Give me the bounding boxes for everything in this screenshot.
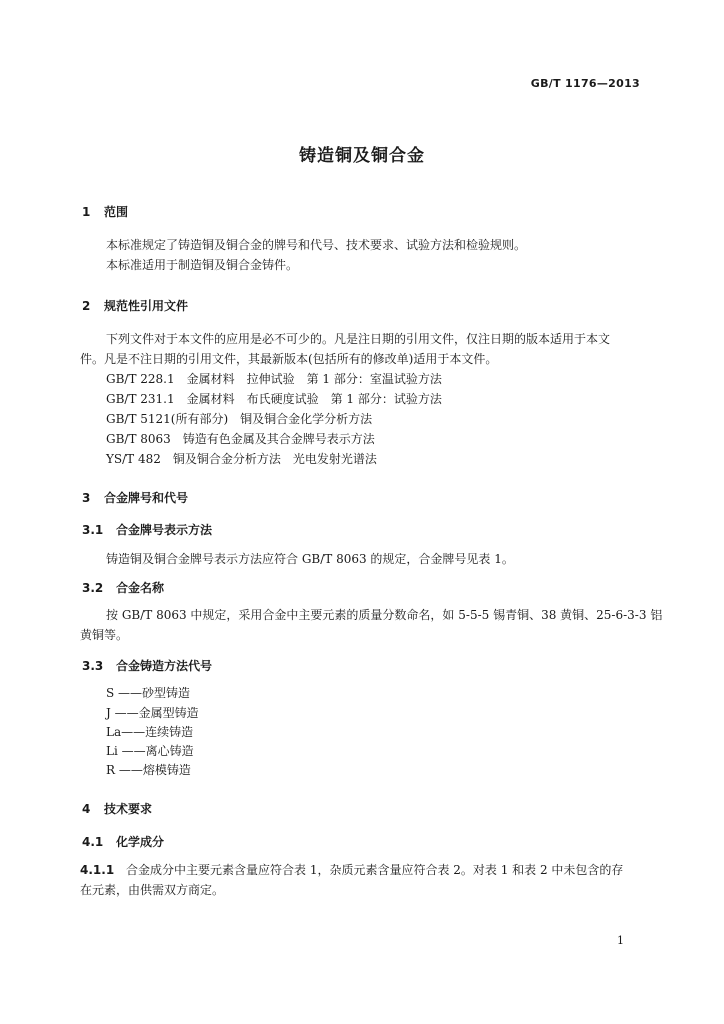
document-title: 铸造铜及铜合金 [299, 146, 425, 166]
page-number: 1 [617, 934, 624, 947]
reference-item: GB/T 228.1 金属材料 拉伸试验 第 1 部分：室温试验方法 [106, 372, 442, 386]
section-heading-3-3: 3.3 合金铸造方法代号 [82, 659, 213, 673]
paragraph-line: 4.1.1 合金成分中主要元素含量应符合表 1，杂质元素含量应符合表 2。对表 1 和表 2 中未包含的存 [80, 860, 640, 880]
casting-method-item: La——连续铸造 [106, 725, 194, 739]
section-heading-3: 3 合金牌号和代号 [82, 491, 189, 505]
paragraph-line: 铸造铜及铜合金牌号表示方法应符合 GB/T 8063 的规定，合金牌号见表 1。 [106, 552, 514, 566]
casting-method-item: S ——砂型铸造 [106, 686, 191, 700]
paragraph-line: 按 GB/T 8063 中规定，采用合金中主要元素的质量分数命名，如 5-5-5 锡青铜、38 黄铜、25-6-3-3 铝 [106, 608, 663, 622]
paragraph-line: 件。凡是不注日期的引用文件，其最新版本(包括所有的修改单)适用于本文件。 [80, 352, 498, 366]
paragraph-line: 下列文件对于本文件的应用是必不可少的。凡是注日期的引用文件，仅注日期的版本适用于本文 [106, 332, 611, 346]
reference-item: GB/T 5121(所有部分) 铜及铜合金化学分析方法 [106, 412, 373, 426]
standard-code: GB/T 1176—2013 [530, 77, 640, 90]
reference-item: GB/T 8063 铸造有色金属及其合金牌号表示方法 [106, 432, 375, 446]
clause-number: 4.1.1 [80, 863, 115, 877]
section-heading-4-1: 4.1 化学成分 [82, 835, 165, 849]
section-heading-3-2: 3.2 合金名称 [82, 581, 165, 595]
casting-method-item: R ——熔模铸造 [106, 763, 191, 777]
section-heading-4: 4 技术要求 [82, 802, 153, 816]
casting-method-item: J ——金属型铸造 [106, 706, 199, 720]
paragraph-line: 本标准规定了铸造铜及铜合金的牌号和代号、技术要求、试验方法和检验规则。 [106, 238, 527, 252]
section-heading-2: 2 规范性引用文件 [82, 299, 189, 313]
paragraph-line: 在元素，由供需双方商定。 [80, 883, 225, 897]
paragraph-line: 黄铜等。 [80, 628, 129, 642]
reference-item: GB/T 231.1 金属材料 布氏硬度试验 第 1 部分：试验方法 [106, 392, 442, 406]
reference-item: YS/T 482 铜及铜合金分析方法 光电发射光谱法 [106, 452, 377, 466]
section-heading-1: 1 范围 [82, 205, 129, 219]
section-heading-3-1: 3.1 合金牌号表示方法 [82, 523, 213, 537]
paragraph-line: 本标准适用于制造铜及铜合金铸件。 [106, 258, 299, 272]
casting-method-item: Li ——离心铸造 [106, 744, 194, 758]
